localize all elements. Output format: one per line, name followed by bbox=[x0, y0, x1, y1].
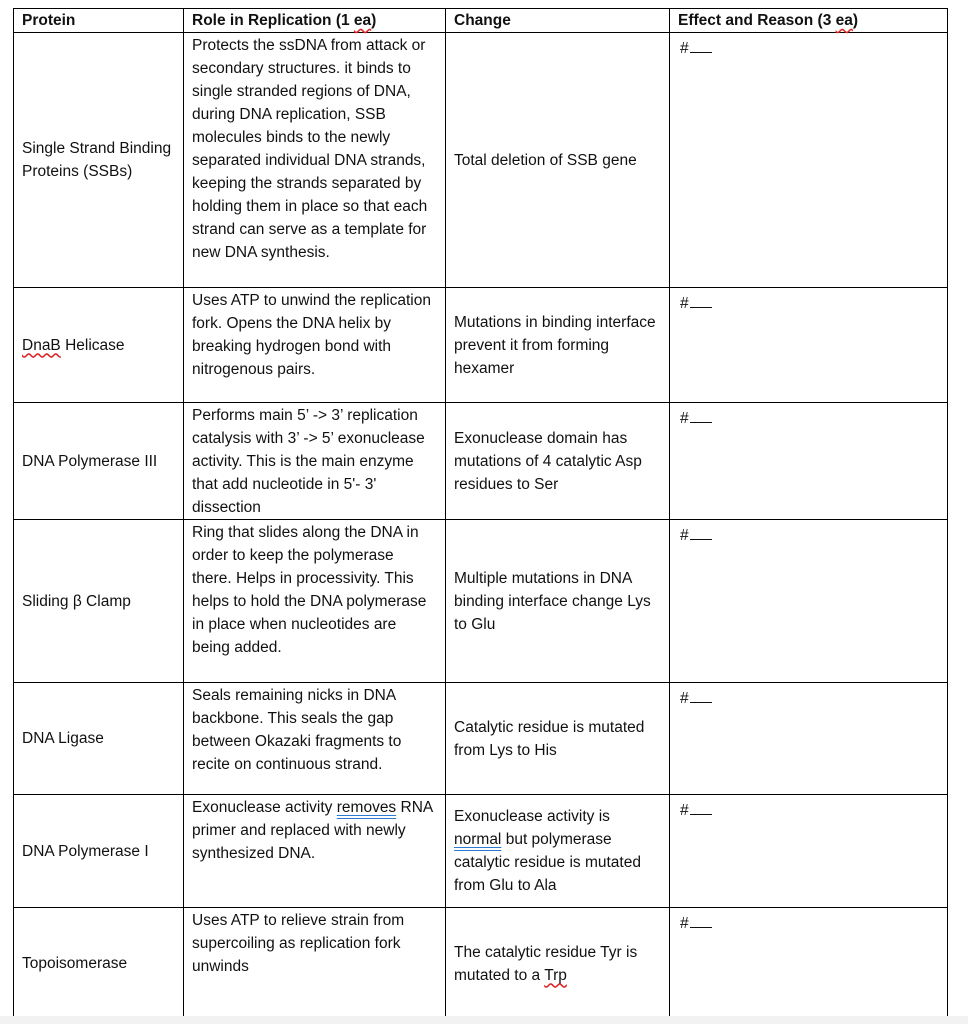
role-cell: Uses ATP to unwind the replication fork. Opens the DNA helix by breaking hydrogen bond with nitrogenous pairs. bbox=[184, 288, 446, 403]
spellcheck-dnab: DnaB bbox=[22, 336, 61, 354]
effect-cell[interactable]: # bbox=[670, 33, 948, 288]
answer-blank bbox=[690, 39, 712, 53]
effect-cell[interactable]: # bbox=[670, 403, 948, 520]
effect-cell[interactable]: # bbox=[670, 795, 948, 908]
change-cell: The catalytic residue Tyr is mutated to a Trp bbox=[446, 908, 670, 1020]
role-cell: Seals remaining nicks in DNA backbone. This seals the gap between Okazaki fragments to recite on continuous strand. bbox=[184, 683, 446, 795]
table-row bbox=[14, 908, 948, 1020]
change-cell: Catalytic residue is mutated from Lys to His bbox=[446, 683, 670, 795]
role-cell: Uses ATP to relieve strain from supercoiling as replication fork unwinds bbox=[184, 908, 446, 1020]
protein-cell: Single Strand Binding Proteins (SSBs) bbox=[14, 33, 184, 288]
protein-cell: DNA Polymerase I bbox=[14, 795, 184, 908]
role-cell: Exonuclease activity removes RNA primer and replaced with newly synthesized DNA. bbox=[184, 795, 446, 908]
change-cell: Exonuclease domain has mutations of 4 catalytic Asp residues to Ser bbox=[446, 403, 670, 520]
header-protein: Protein bbox=[14, 9, 184, 33]
answer-blank bbox=[690, 526, 712, 540]
role-cell: Performs main 5’ -> 3’ replication catalysis with 3’ -> 5’ exonuclease activity. This is the main enzyme that add nucleotide in 5'- 3' dissection bbox=[184, 403, 446, 520]
grammar-flag: normal bbox=[454, 831, 502, 848]
change-cell: Mutations in binding interface prevent it from forming hexamer bbox=[446, 288, 670, 403]
spellcheck-ea: ea bbox=[835, 12, 853, 29]
answer-blank bbox=[690, 914, 712, 928]
role-cell: Ring that slides along the DNA in order to keep the polymerase there. Helps in processivity. This helps to hold the DNA polymerase in place when nucleotides are being added. bbox=[184, 520, 446, 683]
header-row bbox=[14, 9, 948, 33]
protein-cell: DNA Polymerase III bbox=[14, 403, 184, 520]
protein-cell: DnaB Helicase bbox=[14, 288, 184, 403]
table-row bbox=[14, 683, 948, 795]
effect-cell[interactable]: # bbox=[670, 683, 948, 795]
table-row bbox=[14, 520, 948, 683]
answer-blank bbox=[690, 689, 712, 703]
table-row bbox=[14, 288, 948, 403]
table-row bbox=[14, 795, 948, 908]
table-row bbox=[14, 33, 948, 288]
grammar-flag: removes bbox=[336, 799, 397, 816]
header-role: Role in Replication (1 ea) bbox=[184, 9, 446, 33]
answer-blank bbox=[690, 294, 712, 308]
effect-cell[interactable]: # bbox=[670, 908, 948, 1020]
effect-cell[interactable]: # bbox=[670, 520, 948, 683]
replication-protein-table bbox=[13, 8, 948, 1020]
protein-cell: Topoisomerase bbox=[14, 908, 184, 1020]
table-row bbox=[14, 403, 948, 520]
protein-cell: Sliding β Clamp bbox=[14, 520, 184, 683]
page-footer-strip bbox=[0, 1016, 968, 1024]
change-cell: Total deletion of SSB gene bbox=[446, 33, 670, 288]
effect-cell[interactable]: # bbox=[670, 288, 948, 403]
role-cell: Protects the ssDNA from attack or secondary structures. it binds to single stranded regions of DNA, during DNA replication, SSB molecules binds to the newly separated individual DNA strands, keeping the strands separated by holding them in place so that each strand can serve as a template for new DNA synthesis. bbox=[184, 33, 446, 288]
spellcheck-trp: Trp bbox=[544, 966, 567, 984]
change-cell: Exonuclease activity is normal but polymerase catalytic residue is mutated from Glu to Ala bbox=[446, 795, 670, 908]
spellcheck-ea: ea bbox=[353, 12, 372, 29]
protein-cell: DNA Ligase bbox=[14, 683, 184, 795]
change-cell: Multiple mutations in DNA binding interface change Lys to Glu bbox=[446, 520, 670, 683]
header-effect: Effect and Reason (3 ea) bbox=[670, 9, 948, 33]
answer-blank bbox=[690, 409, 712, 423]
header-change: Change bbox=[446, 9, 670, 33]
answer-blank bbox=[690, 801, 712, 815]
